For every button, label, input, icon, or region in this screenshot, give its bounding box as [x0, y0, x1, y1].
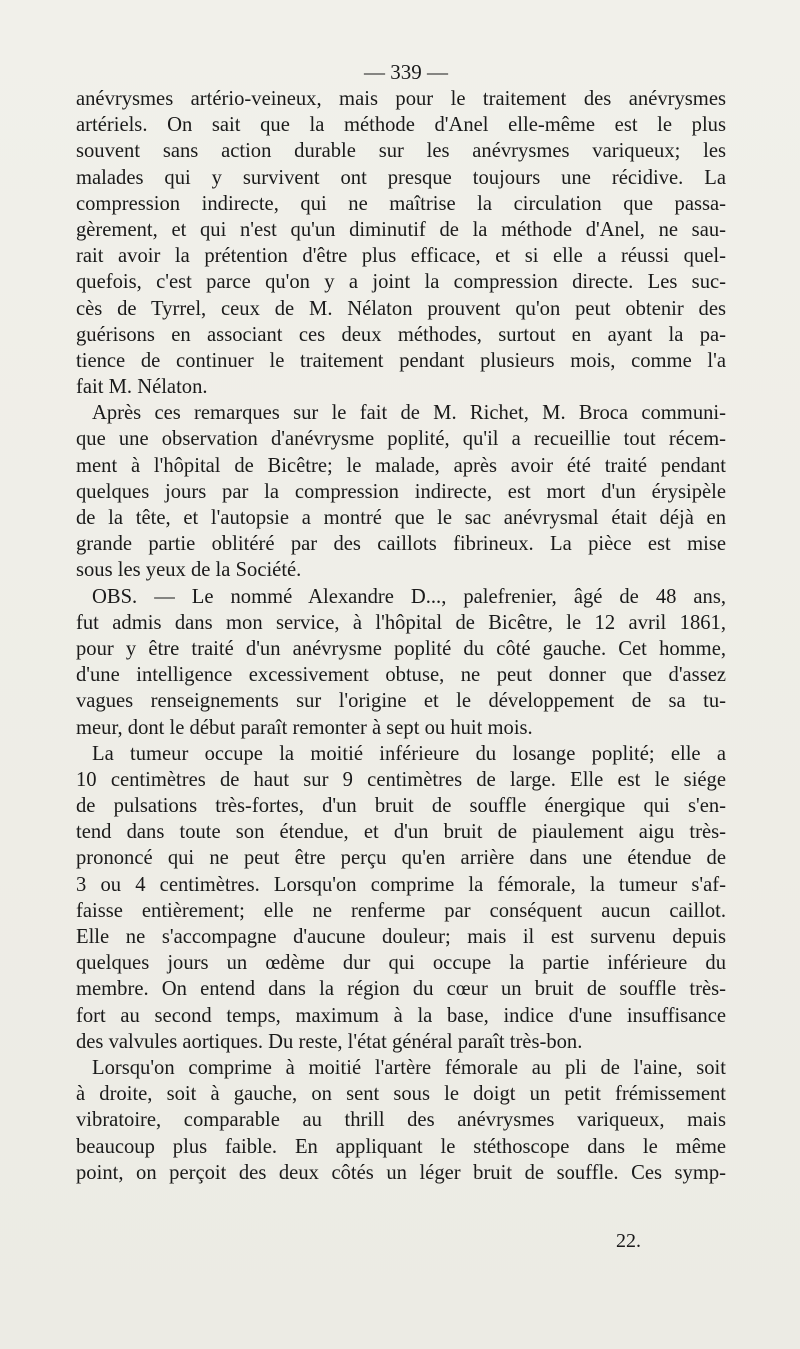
text-line: La tumeur occupe la moitié inférieure du losange poplité; elle a [92, 742, 726, 765]
text-line: de la tête, et l'autopsie a montré que le sac anévrysmal était déjà en [76, 507, 726, 529]
text-line: ment à l'hôpital de Bicêtre; le malade, après avoir été traité pendant [76, 454, 726, 477]
text-line: fait M. Nélaton. [76, 376, 208, 399]
text-line: rait avoir la prétention d'être plus efficace, et si elle a réussi quel- [76, 245, 726, 268]
text-line: vagues renseignements sur l'origine et le développement de sa tu- [76, 690, 726, 713]
text-line: 3 ou 4 centimètres. Lorsqu'on comprime la fémorale, la tumeur s'af- [76, 873, 726, 896]
text-line: guérisons en associant ces deux méthodes, surtout en ayant la pa- [76, 323, 726, 346]
paragraph-observation [76, 584, 726, 741]
text-line: cès de Tyrrel, ceux de M. Nélaton prouvent qu'on peut obtenir des [76, 297, 726, 320]
paragraph-1 [76, 86, 726, 400]
signature-mark: 22. [616, 1230, 641, 1252]
text-line: point, on perçoit des deux côtés un léger bruit de souffle. Ces symp- [76, 1161, 726, 1184]
text-line: quelques jours par la compression indirecte, est mort d'un érysipèle [76, 480, 726, 503]
text-line: fort au second temps, maximum à la base, indice d'une insuffisance [76, 1004, 726, 1027]
text-line: grande partie oblitéré par des caillots fibrineux. La pièce est mise [76, 533, 726, 556]
text-line: Elle ne s'accompagne d'aucune douleur; mais il est survenu depuis [76, 926, 726, 948]
text-line: meur, dont le début paraît remonter à sept ou huit mois. [76, 716, 533, 739]
text-line: que une observation d'anévrysme poplité, qu'il a recueillie tout récem- [76, 428, 726, 451]
text-line: gèrement, et qui n'est qu'un diminutif de la méthode d'Anel, ne sau- [76, 218, 726, 241]
text-line: prononcé qui ne peut être perçu qu'en arrière dans une étendue de [76, 847, 726, 870]
text-line: d'une intelligence excessivement obtuse, ne peut donner que d'assez [76, 664, 726, 687]
text-line: 10 centimètres de haut sur 9 centimètres de large. Elle est le siége [76, 768, 726, 791]
text-line: souvent sans action durable sur les anévrysmes variqueux; les [76, 140, 726, 163]
paragraph-compression [76, 1055, 726, 1186]
text-line: tience de continuer le traitement pendant plusieurs mois, comme l'a [76, 349, 726, 372]
text-line: faisse entièrement; elle ne renferme par conséquent aucun caillot. [76, 899, 726, 922]
text-line: compression indirecte, qui ne maîtrise la circulation que passa- [76, 192, 726, 215]
text-line: tend dans toute son étendue, et d'un bruit de piaulement aigu très- [76, 821, 726, 844]
text-line: membre. On entend dans la région du cœur un bruit de souffle très- [76, 978, 726, 1001]
text-line: Après ces remarques sur le fait de M. Richet, M. Broca communi- [92, 402, 726, 425]
text-line: malades qui y survivent ont presque toujours une récidive. La [76, 166, 726, 189]
text-line: quefois, c'est parce qu'on y a joint la compression directe. Les suc- [76, 271, 726, 294]
text-line: quelques jours un œdème dur qui occupe la partie inférieure du [76, 952, 726, 975]
text-line: sous les yeux de la Société. [76, 559, 302, 582]
paragraph-2 [76, 400, 726, 583]
text-line: fut admis dans mon service, à l'hôpital de Bicêtre, le 12 avril 1861, [76, 611, 726, 634]
text-line: beaucoup plus faible. En appliquant le stéthoscope dans le même [76, 1135, 726, 1158]
text-line: OBS. — Le nommé Alexandre D..., palefrenier, âgé de 48 ans, [92, 585, 726, 608]
text-line: à droite, soit à gauche, on sent sous le doigt un petit frémissement [76, 1083, 726, 1106]
text-line: des valvules aortiques. Du reste, l'état général paraît très-bon. [76, 1030, 583, 1053]
text-line: de pulsations très-fortes, d'un bruit de souffle énergique qui s'en- [76, 795, 726, 818]
text-line: Lorsqu'on comprime à moitié l'artère fémorale au pli de l'aine, soit [92, 1056, 726, 1079]
text-line: pour y être traité d'un anévrysme poplité du côté gauche. Cet homme, [76, 637, 726, 660]
text-line: artériels. On sait que la méthode d'Anel elle-même est le plus [76, 114, 726, 137]
paragraph-tumor [76, 741, 726, 1055]
page-number: — 339 — [364, 60, 448, 84]
text-line: vibratoire, comparable au thrill des anévrysmes variqueux, mais [76, 1109, 726, 1132]
text-line: anévrysmes artério-veineux, mais pour le traitement des anévrysmes [76, 88, 726, 110]
